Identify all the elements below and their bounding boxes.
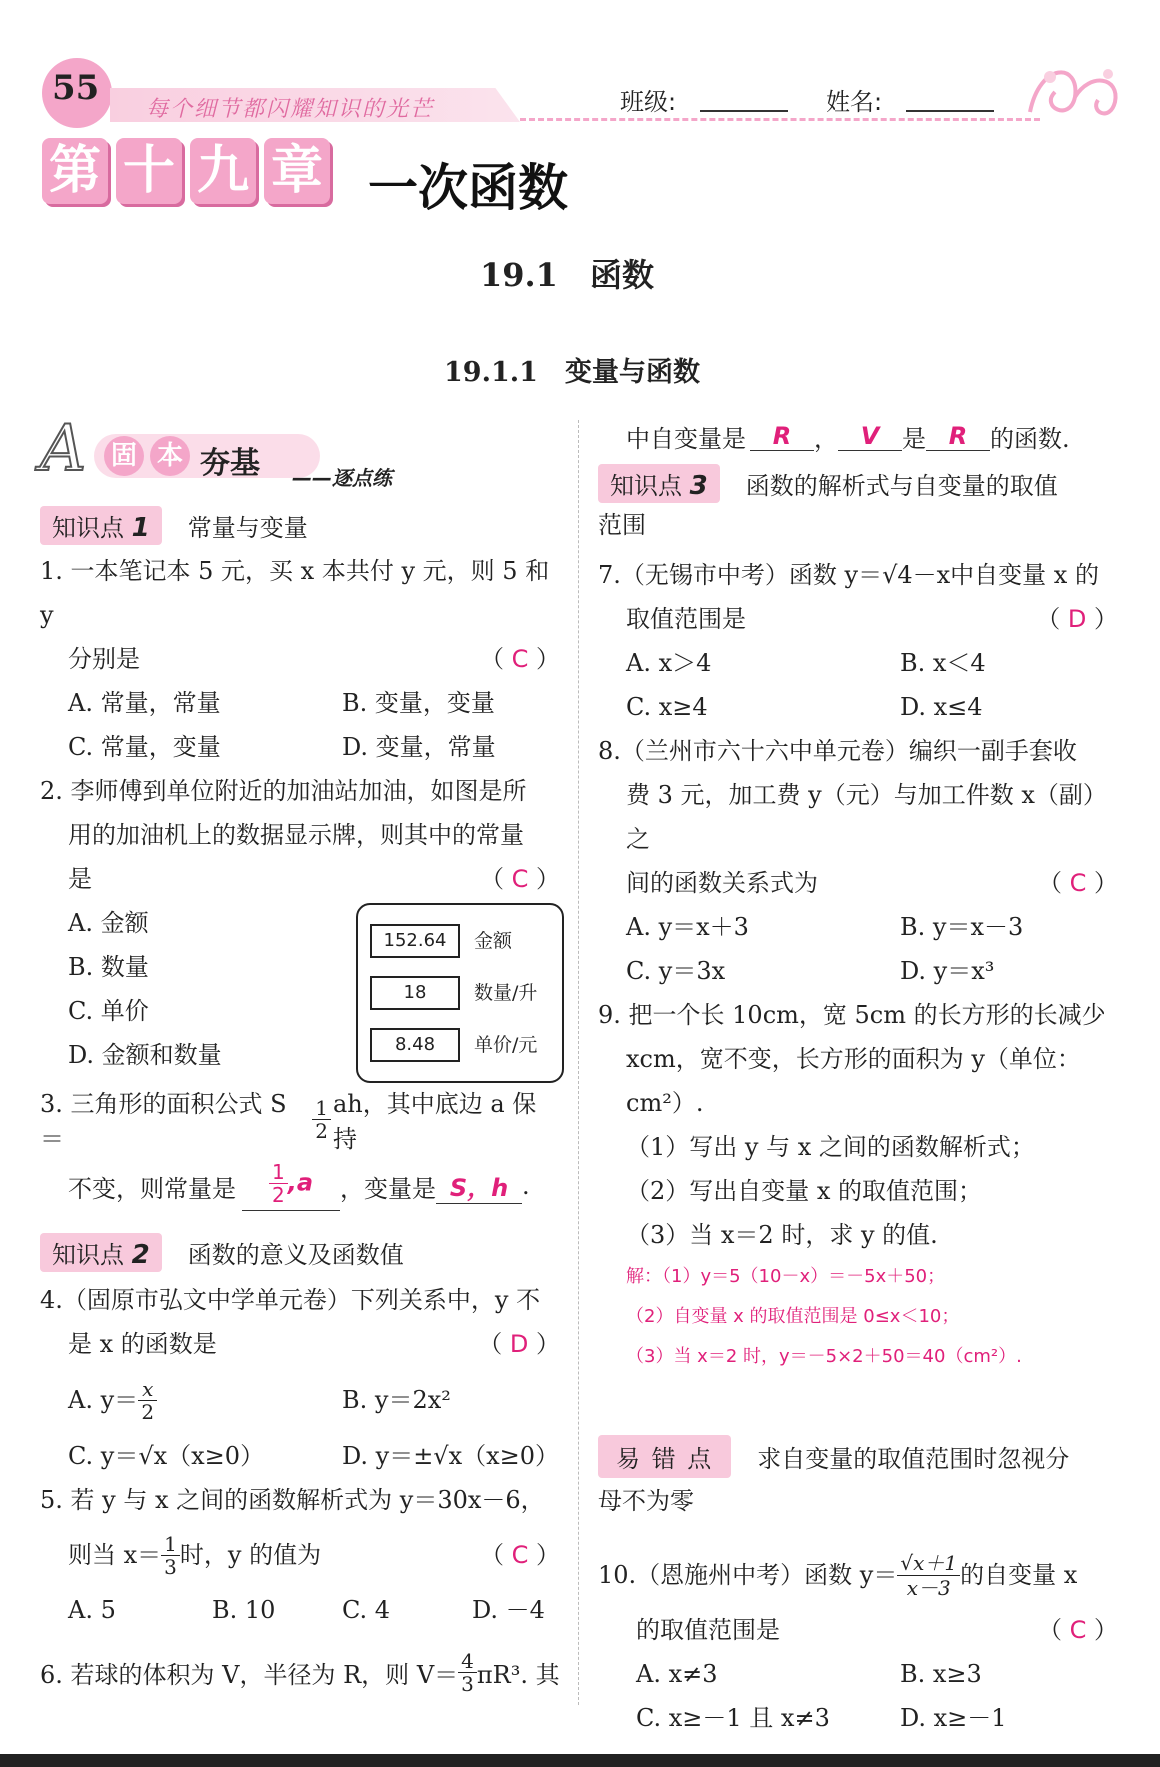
q7-text: 7.（无锡市中考）函数 y＝√4－x中自变量 x 的 <box>598 561 1099 589</box>
question-10 <box>598 1542 1118 1740</box>
q2-option-c: C. 单价 <box>68 997 149 1025</box>
q1-text2: 分别是 <box>68 645 140 673</box>
q10-text-b: 的自变量 x <box>960 1561 1078 1589</box>
pump-display <box>356 903 564 1083</box>
q10-text2: 的取值范围是 <box>636 1616 780 1644</box>
q4-a-fraction <box>138 1378 157 1423</box>
q10-answer: C <box>1069 1616 1087 1644</box>
q6-text-a: 6. 若球的体积为 V，半径为 R，则 V＝ <box>40 1660 459 1689</box>
q4-option-c: C. y＝√x（x≥0） <box>68 1442 265 1470</box>
kp3-label: 知识点 <box>610 472 682 500</box>
pump-amount-value: 152.64 <box>370 924 460 958</box>
q4-a-frac-num: x <box>138 1378 157 1401</box>
q3-period: . <box>522 1172 530 1200</box>
q6-cont-b: 是 <box>902 424 926 453</box>
q1-option-d: D. 变量，常量 <box>342 733 496 761</box>
kp3-num: 3 <box>689 471 708 501</box>
q10-frac-den: x－3 <box>906 1575 951 1600</box>
question-4 <box>40 1278 560 1478</box>
chapter-char-4: 章 <box>264 138 330 204</box>
q6-cont-a: 中自变量是 <box>626 424 746 453</box>
chapter-char-1: 第 <box>42 138 108 204</box>
q3-ans-frac-num: 1 <box>269 1161 288 1184</box>
chapter-char-2: 十 <box>116 138 182 204</box>
q5-line2 <box>68 1533 321 1578</box>
q6-answer-3[interactable]: R <box>926 422 990 451</box>
kp3-title: 函数的解析式与自变量的取值 <box>745 472 1058 500</box>
q7-option-d: D. x≤4 <box>900 693 983 721</box>
question-9 <box>598 993 1118 1377</box>
column-divider <box>578 420 579 1705</box>
subsection-title: 19.1.1 变量与函数 <box>444 357 700 388</box>
q5-text2b: 时，y 的值为 <box>179 1541 322 1569</box>
kp1-label: 知识点 <box>52 514 124 542</box>
q9-solution-1: 解：（1）y＝5（10－x）＝－5x＋50； <box>626 1266 946 1287</box>
q3-fraction <box>312 1097 331 1142</box>
q5-fraction <box>161 1533 180 1578</box>
kp2-num: 2 <box>131 1240 150 1270</box>
q8-option-a: A. y＝x＋3 <box>626 913 749 941</box>
q7-answer: D <box>1067 605 1087 633</box>
page-number: 55 <box>52 68 100 108</box>
q10-frac-num: √x＋1 <box>897 1551 960 1576</box>
pump-amount-label: 金额 <box>474 930 513 952</box>
class-label: 班级: <box>620 88 677 116</box>
q8-option-d: D. y＝x³ <box>900 957 995 985</box>
dashed-line <box>520 118 1040 121</box>
q3-var-answer[interactable]: S，h <box>436 1168 522 1204</box>
q6-text-b: πR³. 其 <box>476 1660 560 1689</box>
kp1-num: 1 <box>131 513 150 543</box>
q9-part-3: （3）当 x＝2 时，求 y 的值. <box>626 1221 938 1249</box>
q7-option-b: B. x＜4 <box>900 649 986 677</box>
chapter-char-3: 九 <box>190 138 256 204</box>
q4-option-a <box>68 1378 342 1423</box>
kp1-title: 常量与变量 <box>187 514 308 542</box>
q1-answer-bracket: （ C ） <box>479 645 560 673</box>
error-point-title: 求自变量的取值范围时忽视分 <box>757 1445 1070 1473</box>
q7-option-a: A. x＞4 <box>626 649 712 677</box>
section-title: 19.1 函数 <box>480 256 654 294</box>
motto-text: 每个细节都闪耀知识的光芒 <box>146 97 435 122</box>
banner-circle-2: 本 <box>150 436 190 476</box>
chapter-title: 一次函数 <box>368 159 568 217</box>
question-5 <box>40 1478 560 1632</box>
pump-row-quantity <box>370 971 550 1015</box>
q7-option-c: C. x≥4 <box>626 693 708 721</box>
name-blank[interactable] <box>906 110 994 112</box>
q3-const-answer-text: ,a <box>287 1168 314 1197</box>
error-point-title2: 母不为零 <box>598 1487 694 1515</box>
q4-option-a-text: A. y＝ <box>68 1386 139 1414</box>
q9-solution-2: （2）自变量 x 的取值范围是 0≤x＜10； <box>626 1306 960 1327</box>
q8-answer-bracket: （ C ） <box>1037 869 1118 897</box>
q10-option-b: B. x≥3 <box>900 1660 982 1688</box>
q5-option-d: D. －4 <box>472 1596 545 1624</box>
banner-note: ——逐点练 <box>292 466 392 490</box>
q6-fraction <box>458 1650 477 1695</box>
bottom-bar <box>0 1754 1160 1767</box>
question-8 <box>598 729 1118 993</box>
q5-option-a: A. 5 <box>68 1596 116 1624</box>
q1-option-c: C. 常量，变量 <box>68 733 221 761</box>
q5-text2a: 则当 x＝ <box>68 1541 162 1569</box>
pump-quantity-value: 18 <box>370 976 460 1010</box>
question-7 <box>598 553 1118 729</box>
q3-text-a: 3. 三角形的面积公式 S＝ <box>40 1090 287 1153</box>
q2-text3: 是 <box>68 865 92 893</box>
q3-const-answer[interactable] <box>242 1161 340 1211</box>
question-6 <box>40 1640 560 1704</box>
q1-text: 1. 一本笔记本 5 元，买 x 本共付 y 元，则 5 和 y <box>40 557 550 629</box>
q1-answer: C <box>511 645 529 673</box>
q2-text2: 用的加油机上的数据显示牌，则其中的常量 <box>68 821 524 849</box>
question-3 <box>40 1089 560 1223</box>
q8-option-b: B. y＝x－3 <box>900 913 1024 941</box>
flourish-ornament-icon <box>1020 52 1130 132</box>
q4-text: 4.（固原市弘文中学单元卷）下列关系中，y 不 <box>40 1286 541 1314</box>
q5-answer: C <box>511 1541 529 1569</box>
q10-fraction <box>897 1551 960 1600</box>
q8-text2: 费 3 元，加工费 y（元）与加工件数 x（副）之 <box>626 781 1107 853</box>
pump-price-label: 单价/元 <box>474 1034 538 1056</box>
q6-frac-num: 4 <box>458 1650 477 1673</box>
q3-frac-num: 1 <box>312 1097 331 1120</box>
q7-text2: 取值范围是 <box>626 605 746 633</box>
q4-answer: D <box>509 1330 529 1358</box>
banner-rest: 夯基 <box>200 446 260 481</box>
q3-text2a: 不变，则常量是 <box>68 1174 236 1203</box>
q1-option-b: B. 变量，变量 <box>342 689 495 717</box>
pump-row-amount <box>370 919 550 963</box>
kp1-tag <box>40 506 162 545</box>
q2-option-b: B. 数量 <box>68 953 149 981</box>
q10-text-a: 10.（恩施州中考）函数 y＝ <box>598 1561 898 1589</box>
question-1 <box>40 549 560 769</box>
pump-price-value: 8.48 <box>370 1028 460 1062</box>
chapter-heading <box>42 138 330 204</box>
q6-answer-1[interactable]: R <box>750 422 814 451</box>
q5-text: 5. 若 y 与 x 之间的函数解析式为 y＝30x－6， <box>40 1486 545 1514</box>
kp2-label: 知识点 <box>52 1241 124 1269</box>
q9-part-1: （1）写出 y 与 x 之间的函数解析式； <box>626 1133 1035 1161</box>
q3-frac-den: 2 <box>315 1118 328 1143</box>
q10-option-d: D. x≥－1 <box>900 1704 1007 1732</box>
q3-text2b: ，变量是 <box>340 1174 436 1203</box>
q6-cont-c: 的函数. <box>990 424 1070 453</box>
kp3-heading <box>598 464 1118 503</box>
q4-option-b: B. y＝2x² <box>342 1386 451 1414</box>
q9-text3: cm²）. <box>626 1089 704 1117</box>
left-column <box>40 412 560 1704</box>
q7-answer-bracket: （ D ） <box>1036 605 1118 633</box>
q4-option-d: D. y＝±√x（x≥0） <box>342 1442 560 1470</box>
q4-a-frac-den: 2 <box>141 1399 155 1424</box>
q9-part-2: （2）写出自变量 x 的取值范围； <box>626 1177 983 1205</box>
q2-option-d: D. 金额和数量 <box>68 1041 222 1069</box>
q10-answer-bracket: （ C ） <box>1037 1616 1118 1644</box>
q5-option-b: B. 10 <box>212 1596 276 1624</box>
q8-option-c: C. y＝3x <box>626 957 726 985</box>
q5-answer-bracket: （ C ） <box>479 1541 560 1569</box>
kp3-tag <box>598 464 720 503</box>
kp3-title2: 范围 <box>598 511 646 539</box>
q4-answer-bracket: （ D ） <box>478 1330 560 1358</box>
q8-text: 8.（兰州市六十六中单元卷）编织一副手套收 <box>598 737 1077 765</box>
q8-text3: 间的函数关系式为 <box>626 869 818 897</box>
q9-text: 9. 把一个长 10cm，宽 5cm 的长方形的长减少 <box>598 1001 1106 1029</box>
q10-option-a: A. x≠3 <box>636 1660 718 1688</box>
q6-frac-den: 3 <box>461 1671 474 1696</box>
q3-ans-frac-den: 2 <box>271 1183 285 1207</box>
name-label: 姓名: <box>826 88 883 116</box>
q9-text2: xcm，宽不变，长方形的面积为 y（单位： <box>626 1045 1081 1073</box>
q10-option-c: C. x≥－1 且 x≠3 <box>636 1704 830 1732</box>
class-blank[interactable] <box>700 110 788 112</box>
q2-option-a: A. 金额 <box>68 909 149 937</box>
q6-continuation: 中自变量是 R ， V 是 R 的函数. <box>598 414 1118 458</box>
pump-row-price <box>370 1023 550 1067</box>
q6-answer-2[interactable]: V <box>838 422 902 451</box>
pump-quantity-label: 数量/升 <box>474 982 538 1004</box>
q5-option-c: C. 4 <box>342 1596 391 1624</box>
q5-frac-num: 1 <box>161 1533 180 1556</box>
kp2-heading <box>40 1233 560 1272</box>
banner-circle-1: 固 <box>104 436 144 476</box>
q4-text2: 是 x 的函数是 <box>68 1330 217 1358</box>
question-2 <box>40 769 560 1077</box>
page-header <box>0 40 1160 130</box>
q3-text-b: ah，其中底边 a 保持 <box>332 1090 537 1153</box>
q5-frac-den: 3 <box>164 1554 177 1579</box>
kp2-title: 函数的意义及函数值 <box>187 1241 404 1269</box>
error-point-heading <box>598 1435 1118 1478</box>
q1-option-a: A. 常量，常量 <box>68 689 221 717</box>
q2-text: 2. 李师傅到单位附近的加油站加油，如图是所 <box>40 777 527 805</box>
q2-answer-bracket: （ C ） <box>479 865 560 893</box>
right-column <box>598 414 1118 1740</box>
q2-answer: C <box>511 865 529 893</box>
banner-letter: A <box>40 412 87 486</box>
q8-answer: C <box>1069 869 1087 897</box>
q9-solution-3: （3）当 x＝2 时，y＝－5×2＋50＝40（cm²）. <box>626 1346 1022 1367</box>
section-banner <box>40 412 560 494</box>
kp2-tag <box>40 1233 162 1272</box>
q10-line1 <box>598 1542 1118 1608</box>
error-point-tag: 易 错 点 <box>598 1435 731 1478</box>
kp1-heading <box>40 506 560 545</box>
